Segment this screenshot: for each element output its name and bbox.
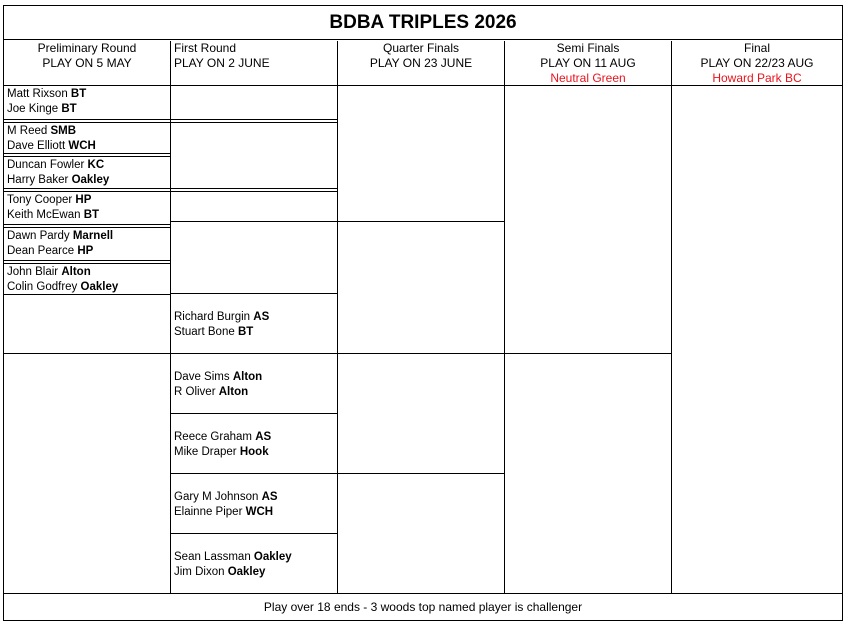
venue: Howard Park BC bbox=[712, 71, 802, 85]
match-divider bbox=[4, 156, 171, 157]
match-divider bbox=[4, 224, 171, 225]
player-line: Harry Baker Oakley bbox=[7, 174, 110, 186]
draw-sheet bbox=[3, 5, 843, 621]
prelim-pair-3 bbox=[7, 158, 109, 188]
prelim-pair-4 bbox=[7, 193, 99, 223]
first-round-pair-1 bbox=[174, 310, 269, 340]
player-line: Dave Sims Alton bbox=[174, 371, 263, 383]
match-divider bbox=[4, 191, 171, 192]
player-line: Duncan Fowler KC bbox=[7, 159, 105, 171]
column-divider bbox=[504, 86, 505, 593]
first-round-pair-4 bbox=[174, 490, 278, 520]
header-semi-finals bbox=[505, 41, 672, 86]
player-line: Matt Rixson BT bbox=[7, 88, 87, 100]
match-divider bbox=[338, 473, 505, 474]
match-divider bbox=[171, 191, 338, 192]
first-round-pair-3 bbox=[174, 430, 271, 460]
header-quarter-finals bbox=[338, 41, 505, 86]
round-name: Semi Finals bbox=[556, 41, 620, 55]
player-line: Gary M Johnson AS bbox=[174, 491, 278, 503]
play-date: PLAY ON 23 JUNE bbox=[369, 56, 473, 70]
player-line: Sean Lassman Oakley bbox=[174, 551, 292, 563]
player-line: Reece Graham AS bbox=[174, 431, 272, 443]
header-final bbox=[672, 41, 842, 86]
player-line: R Oliver Alton bbox=[174, 386, 249, 398]
footer-note: Play over 18 ends - 3 woods top named player is challenger bbox=[4, 593, 842, 620]
player-line: Colin Godfrey Oakley bbox=[7, 281, 119, 293]
play-date: PLAY ON 2 JUNE bbox=[174, 56, 270, 70]
player-line: Stuart Bone BT bbox=[174, 326, 254, 338]
prelim-pair-5 bbox=[7, 229, 113, 259]
round-name: Final bbox=[743, 41, 770, 55]
header-first-round bbox=[171, 41, 338, 86]
player-line: Mike Draper Hook bbox=[174, 446, 269, 458]
match-divider bbox=[171, 473, 338, 474]
match-divider bbox=[4, 188, 171, 189]
match-divider bbox=[4, 122, 171, 123]
round-name: First Round bbox=[174, 41, 237, 55]
player-line: Tony Cooper HP bbox=[7, 194, 92, 206]
match-divider bbox=[4, 263, 171, 264]
player-line: Joe Kinge BT bbox=[7, 103, 77, 115]
player-line: John Blair Alton bbox=[7, 266, 91, 278]
round-name: Quarter Finals bbox=[382, 41, 460, 55]
match-divider bbox=[4, 260, 171, 261]
match-divider bbox=[171, 122, 338, 123]
prelim-pair-6 bbox=[7, 265, 118, 295]
player-line: Dean Pearce HP bbox=[7, 245, 94, 257]
match-divider bbox=[505, 353, 672, 354]
match-divider bbox=[4, 227, 171, 228]
play-date: PLAY ON 11 AUG bbox=[540, 56, 636, 70]
match-divider bbox=[171, 188, 338, 189]
page-title: BDBA TRIPLES 2026 bbox=[4, 6, 842, 40]
header-preliminary bbox=[4, 41, 171, 86]
match-divider bbox=[171, 413, 338, 414]
column-divider bbox=[337, 86, 338, 593]
match-divider bbox=[171, 221, 338, 222]
player-line: Dave Elliott WCH bbox=[7, 140, 96, 152]
match-divider bbox=[171, 293, 338, 294]
match-divider bbox=[338, 221, 505, 222]
player-line: Elainne Piper WCH bbox=[174, 506, 274, 518]
match-divider bbox=[171, 119, 338, 120]
round-name: Preliminary Round bbox=[37, 41, 137, 55]
prelim-pair-1 bbox=[7, 87, 86, 117]
first-round-pair-2 bbox=[174, 370, 262, 400]
player-line: Dawn Pardy Marnell bbox=[7, 230, 114, 242]
player-line: Keith McEwan BT bbox=[7, 209, 100, 221]
column-divider bbox=[170, 86, 171, 593]
first-round-pair-5 bbox=[174, 550, 292, 580]
player-line: M Reed SMB bbox=[7, 125, 77, 137]
play-date: PLAY ON 22/23 AUG bbox=[700, 56, 814, 70]
match-divider bbox=[171, 353, 338, 354]
player-line: Jim Dixon Oakley bbox=[174, 566, 266, 578]
prelim-pair-2 bbox=[7, 124, 96, 154]
header-divider bbox=[4, 85, 842, 86]
match-divider bbox=[4, 353, 171, 354]
match-divider bbox=[171, 533, 338, 534]
venue: Neutral Green bbox=[550, 71, 626, 85]
player-line: Richard Burgin AS bbox=[174, 311, 270, 323]
match-divider bbox=[4, 119, 171, 120]
column-divider bbox=[671, 86, 672, 593]
play-date: PLAY ON 5 MAY bbox=[42, 56, 132, 70]
match-divider bbox=[338, 353, 505, 354]
